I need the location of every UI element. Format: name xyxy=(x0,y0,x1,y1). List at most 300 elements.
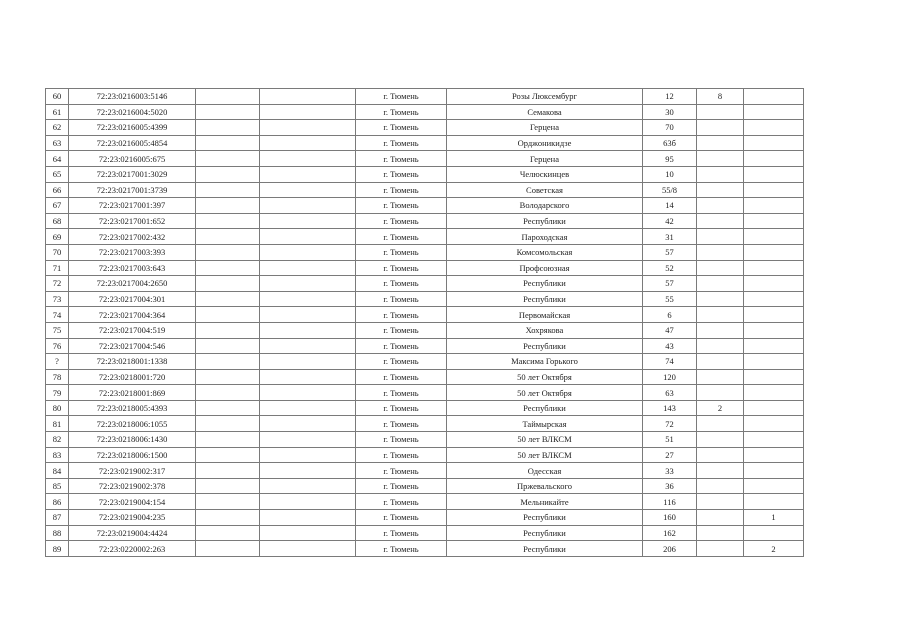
table-row xyxy=(46,120,804,136)
row-number-cell: 63 xyxy=(46,135,69,151)
extra-value-cell xyxy=(744,229,804,245)
empty-cell xyxy=(260,89,356,105)
street-cell: Республики xyxy=(447,213,643,229)
extra-value-cell xyxy=(697,244,744,260)
street-cell: 50 лет Октября xyxy=(447,385,643,401)
cadastral-number-cell: 72:23:0219002:317 xyxy=(69,463,196,479)
empty-cell xyxy=(196,89,260,105)
empty-cell xyxy=(260,151,356,167)
empty-cell xyxy=(196,369,260,385)
extra-value-cell xyxy=(744,369,804,385)
table-row xyxy=(46,182,804,198)
extra-value-cell xyxy=(744,120,804,136)
cadastral-number-cell: 72:23:0216004:5020 xyxy=(69,104,196,120)
empty-cell xyxy=(196,276,260,292)
house-number-cell: 47 xyxy=(643,322,697,338)
empty-cell xyxy=(260,120,356,136)
extra-value-cell: 1 xyxy=(744,510,804,526)
empty-cell xyxy=(196,322,260,338)
row-number-cell: 66 xyxy=(46,182,69,198)
empty-cell xyxy=(260,541,356,557)
empty-cell xyxy=(196,307,260,323)
extra-value-cell xyxy=(744,463,804,479)
empty-cell xyxy=(260,494,356,510)
empty-cell xyxy=(196,166,260,182)
extra-value-cell xyxy=(697,291,744,307)
cadastral-number-cell: 72:23:0218001:869 xyxy=(69,385,196,401)
table-row xyxy=(46,416,804,432)
locality-cell: г. Тюмень xyxy=(356,276,447,292)
empty-cell xyxy=(260,291,356,307)
house-number-cell: 12 xyxy=(643,89,697,105)
row-number-cell: 86 xyxy=(46,494,69,510)
empty-cell xyxy=(260,166,356,182)
extra-value-cell xyxy=(697,510,744,526)
row-number-cell: 73 xyxy=(46,291,69,307)
cadastral-number-cell: 72:23:0216003:5146 xyxy=(69,89,196,105)
extra-value-cell xyxy=(744,432,804,448)
extra-value-cell xyxy=(697,478,744,494)
empty-cell xyxy=(260,478,356,494)
street-cell: Герцена xyxy=(447,151,643,167)
row-number-cell: 72 xyxy=(46,276,69,292)
extra-value-cell xyxy=(697,276,744,292)
locality-cell: г. Тюмень xyxy=(356,229,447,245)
empty-cell xyxy=(260,229,356,245)
cadastral-number-cell: 72:23:0219002:378 xyxy=(69,478,196,494)
empty-cell xyxy=(196,525,260,541)
house-number-cell: 42 xyxy=(643,213,697,229)
street-cell: Республики xyxy=(447,291,643,307)
cadastral-number-cell: 72:23:0218006:1055 xyxy=(69,416,196,432)
extra-value-cell: 8 xyxy=(697,89,744,105)
locality-cell: г. Тюмень xyxy=(356,416,447,432)
row-number-cell: 60 xyxy=(46,89,69,105)
row-number-cell: 88 xyxy=(46,525,69,541)
extra-value-cell xyxy=(744,307,804,323)
street-cell: Республики xyxy=(447,525,643,541)
row-number-cell: 67 xyxy=(46,198,69,214)
street-cell: Пароходская xyxy=(447,229,643,245)
house-number-cell: 160 xyxy=(643,510,697,526)
extra-value-cell: 2 xyxy=(697,400,744,416)
cadastral-number-cell: 72:23:0216005:4399 xyxy=(69,120,196,136)
table-row xyxy=(46,385,804,401)
table-row xyxy=(46,151,804,167)
table-body xyxy=(46,89,804,557)
extra-value-cell xyxy=(697,369,744,385)
locality-cell: г. Тюмень xyxy=(356,120,447,136)
street-cell: Советская xyxy=(447,182,643,198)
empty-cell xyxy=(196,135,260,151)
extra-value-cell xyxy=(744,135,804,151)
empty-cell xyxy=(260,525,356,541)
street-cell: Герцена xyxy=(447,120,643,136)
cadastral-number-cell: 72:23:0217004:546 xyxy=(69,338,196,354)
house-number-cell: 55/8 xyxy=(643,182,697,198)
house-number-cell: 6 xyxy=(643,307,697,323)
street-cell: Республики xyxy=(447,400,643,416)
table-row xyxy=(46,198,804,214)
street-cell: Мельникайте xyxy=(447,494,643,510)
row-number-cell: 64 xyxy=(46,151,69,167)
extra-value-cell xyxy=(744,213,804,229)
table-row xyxy=(46,354,804,370)
street-cell: 50 лет ВЛКСМ xyxy=(447,432,643,448)
empty-cell xyxy=(260,510,356,526)
house-number-cell: 51 xyxy=(643,432,697,448)
locality-cell: г. Тюмень xyxy=(356,510,447,526)
empty-cell xyxy=(260,182,356,198)
cadastral-number-cell: 72:23:0217002:432 xyxy=(69,229,196,245)
table-row xyxy=(46,89,804,105)
row-number-cell: 89 xyxy=(46,541,69,557)
cadastral-number-cell: 72:23:0220002:263 xyxy=(69,541,196,557)
locality-cell: г. Тюмень xyxy=(356,385,447,401)
extra-value-cell xyxy=(744,322,804,338)
street-cell: Республики xyxy=(447,276,643,292)
extra-value-cell xyxy=(744,447,804,463)
extra-value-cell xyxy=(744,338,804,354)
house-number-cell: 74 xyxy=(643,354,697,370)
extra-value-cell xyxy=(744,260,804,276)
empty-cell xyxy=(196,447,260,463)
street-cell: Челюскинцев xyxy=(447,166,643,182)
house-number-cell: 116 xyxy=(643,494,697,510)
empty-cell xyxy=(196,291,260,307)
empty-cell xyxy=(260,385,356,401)
locality-cell: г. Тюмень xyxy=(356,307,447,323)
cadastral-number-cell: 72:23:0219004:154 xyxy=(69,494,196,510)
row-number-cell: 80 xyxy=(46,400,69,416)
extra-value-cell xyxy=(744,525,804,541)
extra-value-cell xyxy=(697,416,744,432)
empty-cell xyxy=(196,104,260,120)
table-row xyxy=(46,244,804,260)
cadastral-number-cell: 72:23:0217004:364 xyxy=(69,307,196,323)
empty-cell xyxy=(196,354,260,370)
empty-cell xyxy=(260,400,356,416)
extra-value-cell xyxy=(697,260,744,276)
extra-value-cell xyxy=(744,151,804,167)
empty-cell xyxy=(260,432,356,448)
street-cell: Орджоникидзе xyxy=(447,135,643,151)
extra-value-cell xyxy=(744,385,804,401)
table-row xyxy=(46,166,804,182)
cadastral-number-cell: 72:23:0217001:3739 xyxy=(69,182,196,198)
street-cell: Семакова xyxy=(447,104,643,120)
cadastral-number-cell: 72:23:0216005:675 xyxy=(69,151,196,167)
locality-cell: г. Тюмень xyxy=(356,463,447,479)
row-number-cell: 83 xyxy=(46,447,69,463)
extra-value-cell xyxy=(744,104,804,120)
empty-cell xyxy=(196,213,260,229)
row-number-cell: 69 xyxy=(46,229,69,245)
table-row xyxy=(46,510,804,526)
cadastral-number-cell: 72:23:0219004:4424 xyxy=(69,525,196,541)
empty-cell xyxy=(260,369,356,385)
extra-value-cell xyxy=(697,307,744,323)
extra-value-cell xyxy=(697,463,744,479)
house-number-cell: 33 xyxy=(643,463,697,479)
extra-value-cell xyxy=(697,447,744,463)
empty-cell xyxy=(260,213,356,229)
row-number-cell: 85 xyxy=(46,478,69,494)
locality-cell: г. Тюмень xyxy=(356,135,447,151)
house-number-cell: 162 xyxy=(643,525,697,541)
house-number-cell: 57 xyxy=(643,276,697,292)
table-row xyxy=(46,541,804,557)
empty-cell xyxy=(196,182,260,198)
extra-value-cell xyxy=(697,338,744,354)
house-number-cell: 70 xyxy=(643,120,697,136)
street-cell: Республики xyxy=(447,510,643,526)
empty-cell xyxy=(260,338,356,354)
house-number-cell: 36 xyxy=(643,478,697,494)
house-number-cell: 57 xyxy=(643,244,697,260)
extra-value-cell: 2 xyxy=(744,541,804,557)
table-row xyxy=(46,213,804,229)
table-row xyxy=(46,494,804,510)
row-number-cell: 87 xyxy=(46,510,69,526)
table-row xyxy=(46,229,804,245)
house-number-cell: 63 xyxy=(643,385,697,401)
table-row xyxy=(46,307,804,323)
empty-cell xyxy=(260,276,356,292)
empty-cell xyxy=(196,400,260,416)
house-number-cell: 143 xyxy=(643,400,697,416)
extra-value-cell xyxy=(744,291,804,307)
house-number-cell: 43 xyxy=(643,338,697,354)
street-cell: 50 лет Октября xyxy=(447,369,643,385)
row-number-cell: 76 xyxy=(46,338,69,354)
extra-value-cell xyxy=(697,354,744,370)
locality-cell: г. Тюмень xyxy=(356,447,447,463)
locality-cell: г. Тюмень xyxy=(356,338,447,354)
extra-value-cell xyxy=(697,182,744,198)
cadastral-number-cell: 72:23:0219004:235 xyxy=(69,510,196,526)
locality-cell: г. Тюмень xyxy=(356,432,447,448)
locality-cell: г. Тюмень xyxy=(356,478,447,494)
extra-value-cell xyxy=(744,182,804,198)
cadastral-number-cell: 72:23:0216005:4854 xyxy=(69,135,196,151)
street-cell: Хохрякова xyxy=(447,322,643,338)
street-cell: Володарского xyxy=(447,198,643,214)
locality-cell: г. Тюмень xyxy=(356,354,447,370)
extra-value-cell xyxy=(697,385,744,401)
street-cell: Профсоюзная xyxy=(447,260,643,276)
table-row xyxy=(46,463,804,479)
house-number-cell: 55 xyxy=(643,291,697,307)
extra-value-cell xyxy=(697,104,744,120)
row-number-cell: 78 xyxy=(46,369,69,385)
locality-cell: г. Тюмень xyxy=(356,322,447,338)
empty-cell xyxy=(260,135,356,151)
cadastral-number-cell: 72:23:0218005:4393 xyxy=(69,400,196,416)
extra-value-cell xyxy=(697,198,744,214)
empty-cell xyxy=(260,416,356,432)
table-row xyxy=(46,478,804,494)
table-row xyxy=(46,322,804,338)
house-number-cell: 14 xyxy=(643,198,697,214)
cadastral-number-cell: 72:23:0218006:1500 xyxy=(69,447,196,463)
locality-cell: г. Тюмень xyxy=(356,369,447,385)
table-row xyxy=(46,260,804,276)
locality-cell: г. Тюмень xyxy=(356,400,447,416)
table-row xyxy=(46,276,804,292)
row-number-cell: 65 xyxy=(46,166,69,182)
empty-cell xyxy=(196,244,260,260)
cadastral-number-cell: 72:23:0217004:301 xyxy=(69,291,196,307)
table-row xyxy=(46,135,804,151)
empty-cell xyxy=(196,151,260,167)
empty-cell xyxy=(260,322,356,338)
extra-value-cell xyxy=(697,525,744,541)
empty-cell xyxy=(260,104,356,120)
locality-cell: г. Тюмень xyxy=(356,494,447,510)
locality-cell: г. Тюмень xyxy=(356,151,447,167)
extra-value-cell xyxy=(697,166,744,182)
row-number-cell: 68 xyxy=(46,213,69,229)
row-number-cell: 62 xyxy=(46,120,69,136)
house-number-cell: 206 xyxy=(643,541,697,557)
house-number-cell: 31 xyxy=(643,229,697,245)
street-cell: Республики xyxy=(447,338,643,354)
table-row xyxy=(46,338,804,354)
cadastral-number-cell: 72:23:0217004:2650 xyxy=(69,276,196,292)
house-number-cell: 30 xyxy=(643,104,697,120)
row-number-cell: 84 xyxy=(46,463,69,479)
extra-value-cell xyxy=(697,322,744,338)
extra-value-cell xyxy=(697,135,744,151)
table-row xyxy=(46,447,804,463)
empty-cell xyxy=(196,229,260,245)
extra-value-cell xyxy=(697,432,744,448)
street-cell: Республики xyxy=(447,541,643,557)
locality-cell: г. Тюмень xyxy=(356,104,447,120)
table-row xyxy=(46,400,804,416)
extra-value-cell xyxy=(697,213,744,229)
locality-cell: г. Тюмень xyxy=(356,182,447,198)
extra-value-cell xyxy=(744,416,804,432)
extra-value-cell xyxy=(697,151,744,167)
empty-cell xyxy=(260,463,356,479)
locality-cell: г. Тюмень xyxy=(356,166,447,182)
empty-cell xyxy=(196,198,260,214)
cadastral-number-cell: 72:23:0218006:1430 xyxy=(69,432,196,448)
street-cell: Одесская xyxy=(447,463,643,479)
extra-value-cell xyxy=(697,120,744,136)
empty-cell xyxy=(196,494,260,510)
empty-cell xyxy=(260,307,356,323)
locality-cell: г. Тюмень xyxy=(356,213,447,229)
street-cell: Пржевальского xyxy=(447,478,643,494)
empty-cell xyxy=(196,260,260,276)
street-cell: Максима Горького xyxy=(447,354,643,370)
row-number-cell: 79 xyxy=(46,385,69,401)
cadastral-number-cell: 72:23:0217004:519 xyxy=(69,322,196,338)
row-number-cell: 61 xyxy=(46,104,69,120)
extra-value-cell xyxy=(744,89,804,105)
cadastral-number-cell: 72:23:0217001:652 xyxy=(69,213,196,229)
empty-cell xyxy=(196,541,260,557)
street-cell: Первомайская xyxy=(447,307,643,323)
extra-value-cell xyxy=(697,541,744,557)
house-number-cell: 52 xyxy=(643,260,697,276)
empty-cell xyxy=(260,447,356,463)
house-number-cell: 63б xyxy=(643,135,697,151)
empty-cell xyxy=(260,260,356,276)
table-row xyxy=(46,369,804,385)
empty-cell xyxy=(196,478,260,494)
empty-cell xyxy=(196,120,260,136)
cadastral-number-cell: 72:23:0217003:643 xyxy=(69,260,196,276)
house-number-cell: 10 xyxy=(643,166,697,182)
row-number-cell: 81 xyxy=(46,416,69,432)
extra-value-cell xyxy=(744,244,804,260)
locality-cell: г. Тюмень xyxy=(356,198,447,214)
street-cell: Розы Люксембург xyxy=(447,89,643,105)
row-number-cell: ? xyxy=(46,354,69,370)
empty-cell xyxy=(260,244,356,260)
empty-cell xyxy=(196,385,260,401)
cadastral-number-cell: 72:23:0217001:397 xyxy=(69,198,196,214)
empty-cell xyxy=(196,432,260,448)
table-row xyxy=(46,525,804,541)
locality-cell: г. Тюмень xyxy=(356,291,447,307)
house-number-cell: 120 xyxy=(643,369,697,385)
street-cell: Таймырская xyxy=(447,416,643,432)
row-number-cell: 75 xyxy=(46,322,69,338)
house-number-cell: 72 xyxy=(643,416,697,432)
locality-cell: г. Тюмень xyxy=(356,260,447,276)
cadastral-number-cell: 72:23:0218001:1338 xyxy=(69,354,196,370)
cadastral-number-cell: 72:23:0217001:3029 xyxy=(69,166,196,182)
cadastral-number-cell: 72:23:0218001:720 xyxy=(69,369,196,385)
empty-cell xyxy=(196,338,260,354)
row-number-cell: 82 xyxy=(46,432,69,448)
street-cell: 50 лет ВЛКСМ xyxy=(447,447,643,463)
empty-cell xyxy=(196,510,260,526)
empty-cell xyxy=(196,463,260,479)
extra-value-cell xyxy=(744,494,804,510)
empty-cell xyxy=(196,416,260,432)
extra-value-cell xyxy=(744,198,804,214)
empty-cell xyxy=(260,198,356,214)
street-cell: Комсомольская xyxy=(447,244,643,260)
table-row xyxy=(46,291,804,307)
locality-cell: г. Тюмень xyxy=(356,525,447,541)
property-table xyxy=(45,88,804,557)
empty-cell xyxy=(260,354,356,370)
extra-value-cell xyxy=(744,478,804,494)
row-number-cell: 74 xyxy=(46,307,69,323)
locality-cell: г. Тюмень xyxy=(356,89,447,105)
house-number-cell: 27 xyxy=(643,447,697,463)
locality-cell: г. Тюмень xyxy=(356,244,447,260)
house-number-cell: 95 xyxy=(643,151,697,167)
table-row xyxy=(46,432,804,448)
row-number-cell: 70 xyxy=(46,244,69,260)
extra-value-cell xyxy=(697,229,744,245)
extra-value-cell xyxy=(744,354,804,370)
extra-value-cell xyxy=(744,276,804,292)
row-number-cell: 71 xyxy=(46,260,69,276)
extra-value-cell xyxy=(744,400,804,416)
locality-cell: г. Тюмень xyxy=(356,541,447,557)
cadastral-number-cell: 72:23:0217003:393 xyxy=(69,244,196,260)
table-row xyxy=(46,104,804,120)
